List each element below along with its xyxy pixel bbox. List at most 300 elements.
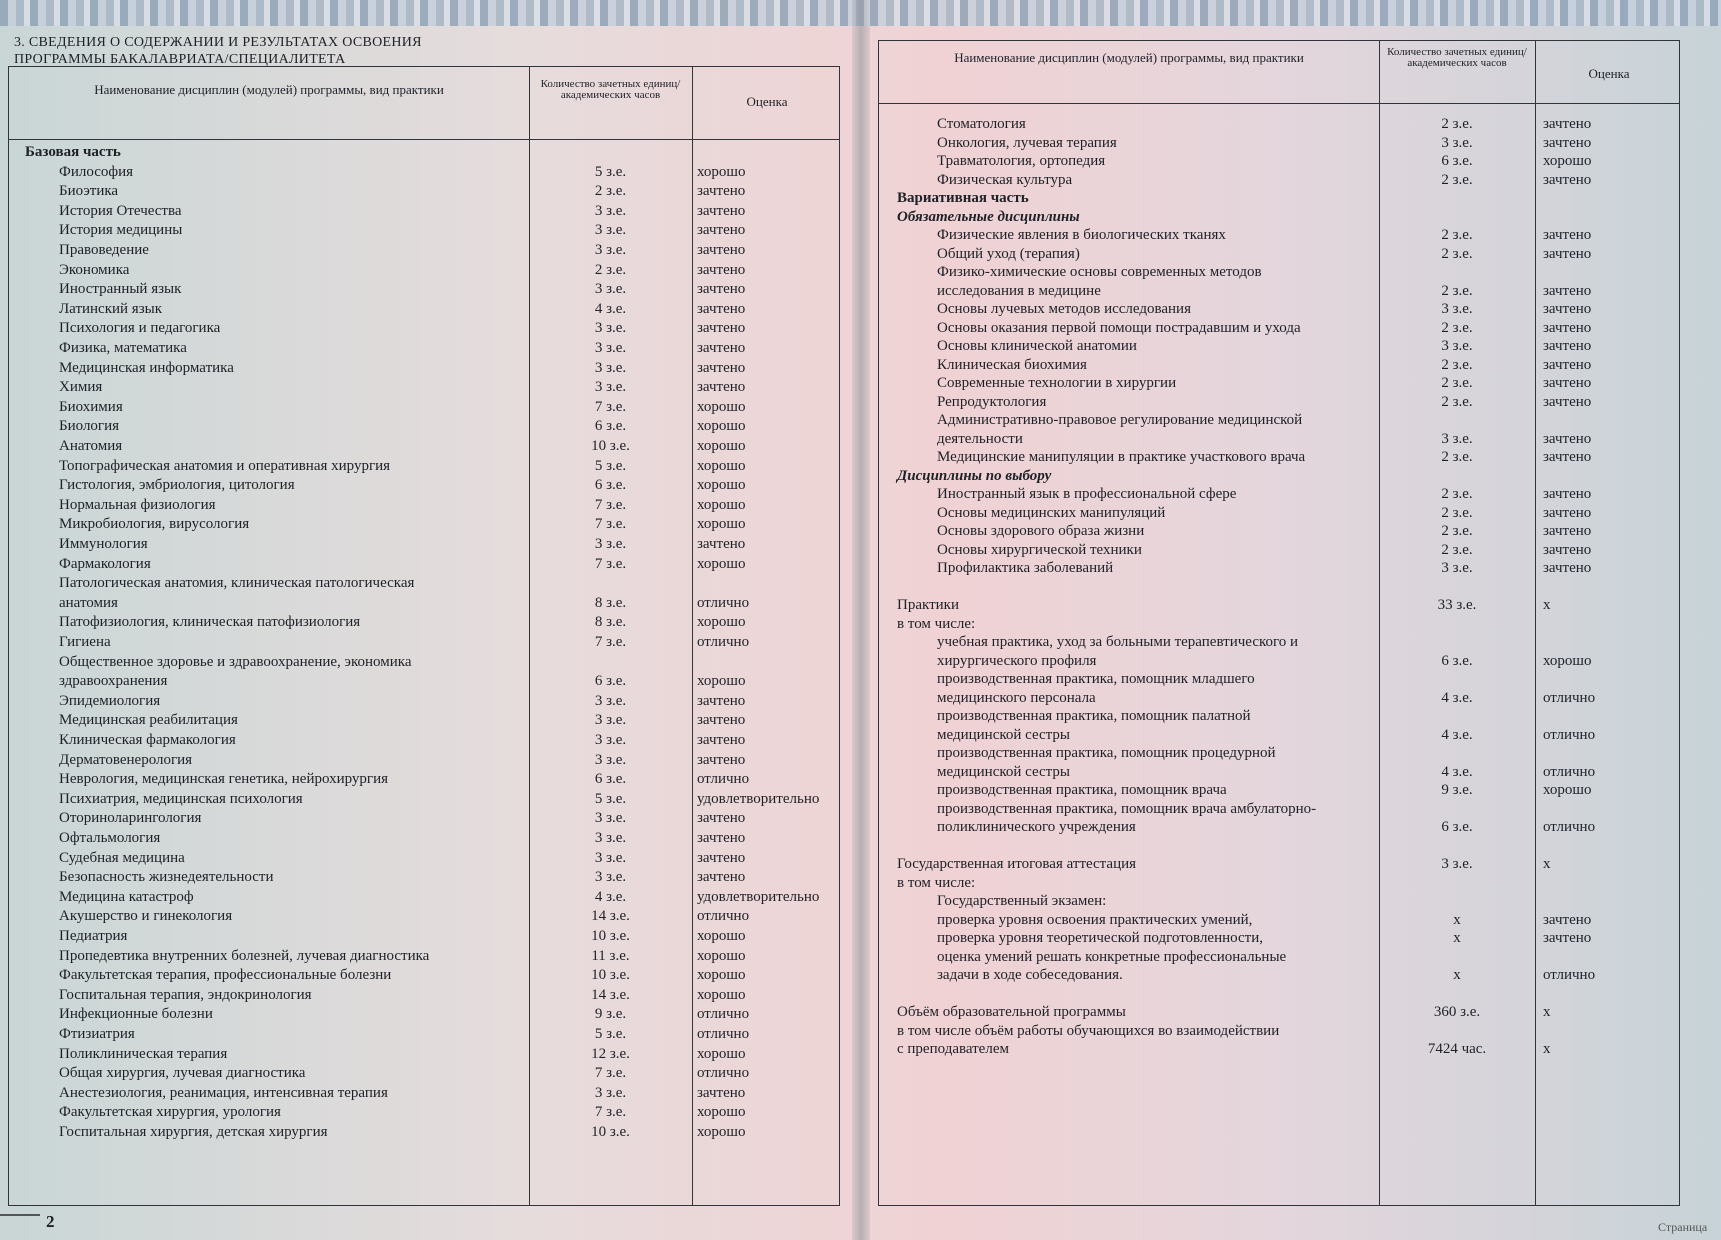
credit-units: 3 з.е. <box>594 340 627 356</box>
credit-units: 6 з.е. <box>1441 819 1473 835</box>
credit-units: 4 з.е. <box>1441 726 1473 743</box>
left-header-grade: Оценка <box>746 94 788 109</box>
grade: отлично <box>1543 763 1596 780</box>
credit-units: 3 з.е. <box>594 320 627 337</box>
right_rows-row <box>879 763 1679 781</box>
left_rows-row <box>9 829 839 847</box>
credit-units: 3 з.е. <box>1441 338 1473 354</box>
credit-units: 4 з.е. <box>1441 763 1473 780</box>
grade: хорошо <box>697 986 746 1003</box>
left_rows-row <box>9 888 839 906</box>
grade: хорошо <box>697 516 746 533</box>
right-grades-table <box>878 40 1680 1206</box>
grade: зачтено <box>1543 319 1592 336</box>
discipline-name: Практики <box>897 597 959 613</box>
discipline-name: оценка умений решать конкретные профессиональные <box>937 948 1287 965</box>
grade: хорошо <box>697 947 746 964</box>
discipline-name: Государственная итоговая аттестация <box>897 856 1137 872</box>
credit-units: 7 з.е. <box>594 634 627 650</box>
credit-units: 2 з.е. <box>1441 449 1473 465</box>
right_rows-row <box>879 1022 1679 1040</box>
credit-units: 10 з.е. <box>591 1124 630 1140</box>
grade: зачтено <box>1543 449 1592 465</box>
right-header-grade: Оценка <box>1588 66 1630 81</box>
credit-units: 6 з.е. <box>1441 153 1473 169</box>
grade: зачтено <box>1543 504 1592 521</box>
left_rows-row <box>9 711 839 729</box>
discipline-name: Медицинские манипуляции в практике участкового врача <box>937 449 1306 465</box>
discipline-name: Физические явления в биологических тканях <box>937 227 1226 243</box>
credit-units: 6 з.е. <box>1441 652 1473 669</box>
discipline-name: здравоохранения <box>59 673 168 690</box>
credit-units: 3 з.е. <box>1441 856 1473 872</box>
credit-units: 7 з.е. <box>594 398 627 415</box>
credit-units: 11 з.е. <box>591 947 630 964</box>
right_rows-row <box>879 874 1679 892</box>
discipline-name: Микробиология, вирусология <box>59 516 250 533</box>
left_rows-row <box>9 633 839 651</box>
credit-units: 5 з.е. <box>594 1026 627 1042</box>
grade: удовлетворительно <box>697 888 820 905</box>
discipline-name: Фтизиатрия <box>59 1026 135 1042</box>
credit-units: х <box>1453 911 1461 928</box>
left_rows-row <box>9 1103 839 1121</box>
grade: хорошо <box>697 163 746 180</box>
left_rows-row <box>9 809 839 827</box>
discipline-name: Физика, математика <box>59 340 187 356</box>
grade: хорошо <box>697 555 746 572</box>
right_rows-row <box>879 670 1679 688</box>
footer-rule <box>0 1214 40 1216</box>
right_rows-row <box>879 467 1679 485</box>
right_rows-row <box>879 189 1679 207</box>
left_rows-row <box>9 672 839 690</box>
credit-units: 3 з.е. <box>594 1084 627 1101</box>
discipline-name: проверка уровня теоретической подготовленности, <box>937 930 1264 946</box>
discipline-name: с преподавателем <box>897 1041 1009 1057</box>
left_rows-row <box>9 653 839 671</box>
right_rows-row <box>879 800 1679 818</box>
discipline-name: Общественное здоровье и здравоохранение, экономика <box>59 653 412 670</box>
right_rows-row <box>879 892 1679 910</box>
credit-units: 14 з.е. <box>591 908 630 925</box>
right_rows-row <box>879 300 1679 318</box>
right_rows-row <box>879 504 1679 522</box>
grade: зачтено <box>697 242 746 258</box>
discipline-name: хирургического профиля <box>937 652 1097 669</box>
discipline-name: Иностранный язык <box>59 281 182 298</box>
grade: хорошо <box>697 928 746 944</box>
grade: зачтено <box>697 1084 746 1101</box>
credit-units: 2 з.е. <box>594 261 627 278</box>
grade: хорошо <box>697 673 746 690</box>
credit-units: 8 з.е. <box>594 614 627 631</box>
discipline-name: Репродуктология <box>937 393 1047 410</box>
grade: зачтено <box>1543 171 1592 188</box>
discipline-name: Факультетская хирургия, урология <box>59 1104 281 1121</box>
right_rows-row <box>879 226 1679 244</box>
discipline-name: История медицины <box>59 222 183 239</box>
grade: зачтено <box>1543 301 1592 317</box>
discipline-name: Экономика <box>59 261 130 278</box>
discipline-name: в том числе объём работы обучающихся во взаимодействии <box>897 1022 1280 1039</box>
discipline-name: Неврология, медицинская генетика, нейрохирургия <box>59 771 389 788</box>
right_rows-row <box>879 263 1679 281</box>
credit-units: 2 з.е. <box>1441 523 1473 539</box>
right_rows-row <box>879 929 1679 947</box>
grade: зачтено <box>1543 282 1592 299</box>
right_rows-row <box>879 430 1679 448</box>
right_rows-row <box>879 726 1679 744</box>
credit-units: 6 з.е. <box>594 673 627 690</box>
left_rows-row <box>9 143 839 161</box>
credit-units: 3 з.е. <box>594 222 627 239</box>
discipline-name: в том числе: <box>897 615 976 632</box>
right_rows-row <box>879 578 1679 596</box>
discipline-name: Иностранный язык в профессиональной сфере <box>937 486 1237 502</box>
credit-units: 5 з.е. <box>594 163 627 180</box>
left_rows-row <box>9 594 839 612</box>
right_rows-row <box>879 411 1679 429</box>
grade: отлично <box>697 908 750 925</box>
discipline-name: Латинский язык <box>59 300 162 317</box>
discipline-name: Эпидемиология <box>59 692 161 709</box>
right_rows-row <box>879 282 1679 300</box>
left_rows-row <box>9 1045 839 1063</box>
discipline-name: Химия <box>59 379 103 396</box>
grade: отлично <box>697 771 750 788</box>
grade: зачтено <box>697 692 746 709</box>
left_rows-row <box>9 417 839 435</box>
left_rows-row <box>9 398 839 416</box>
discipline-name: Биоэтика <box>59 183 119 200</box>
right_rows-row <box>879 633 1679 651</box>
grade: зачтено <box>1543 930 1592 946</box>
right_rows-row <box>879 911 1679 929</box>
left_rows-row <box>9 515 839 533</box>
discipline-name: Основы оказания первой помощи пострадавшим и ухода <box>937 319 1301 336</box>
discipline-name: Травматология, ортопедия <box>937 153 1106 169</box>
credit-units: 2 з.е. <box>1441 541 1473 558</box>
discipline-name: Судебная медицина <box>59 849 185 866</box>
discipline-name: Пропедевтика внутренних болезней, лучевая диагностика <box>59 947 430 964</box>
discipline-name: Административно-правовое регулирование медицинской <box>937 412 1303 428</box>
discipline-name: производственная практика, помощник палатной <box>937 708 1251 724</box>
grade: зачтено <box>697 536 746 552</box>
left_rows-row <box>9 261 839 279</box>
grade: хорошо <box>697 496 746 513</box>
discipline-name: Инфекционные болезни <box>59 1006 213 1023</box>
right_rows-row <box>879 652 1679 670</box>
discipline-name: Педиатрия <box>59 928 128 944</box>
discipline-name: Онкология, лучевая терапия <box>937 134 1117 151</box>
grade: зачтено <box>1543 356 1592 373</box>
discipline-name: Вариативная часть <box>897 190 1029 206</box>
grade: зачтено <box>1543 486 1592 502</box>
grade: зачтено <box>697 869 746 886</box>
grade: отлично <box>1543 967 1596 983</box>
credit-units: 2 з.е. <box>1441 245 1473 262</box>
grade: зачтено <box>1543 560 1592 576</box>
credit-units: 14 з.е. <box>591 986 630 1003</box>
credit-units: 10 з.е. <box>591 967 630 984</box>
grade: хорошо <box>697 614 746 631</box>
grade: зачтено <box>697 261 746 278</box>
right_rows-row <box>879 319 1679 337</box>
grade: х <box>1543 597 1551 613</box>
grade: хорошо <box>697 1124 746 1140</box>
grade: зачтено <box>1543 116 1592 132</box>
credit-units: 3 з.е. <box>1441 560 1473 576</box>
discipline-name: История Отечества <box>59 202 182 219</box>
credit-units: 4 з.е. <box>594 888 627 905</box>
grade: хорошо <box>697 1104 746 1121</box>
right_rows-row <box>879 485 1679 503</box>
grade: х <box>1543 1004 1551 1020</box>
credit-units: 3 з.е. <box>594 359 627 376</box>
right_rows-row <box>879 374 1679 392</box>
credit-units: 2 з.е. <box>1441 393 1473 410</box>
discipline-name: производственная практика, помощник врача <box>937 782 1227 798</box>
grade: хорошо <box>697 418 746 435</box>
credit-units: 2 з.е. <box>1441 116 1473 132</box>
discipline-name: Клиническая фармакология <box>59 732 236 748</box>
discipline-name: анатомия <box>59 594 118 611</box>
discipline-name: Основы лучевых методов исследования <box>937 301 1191 317</box>
discipline-name: Акушерство и гинекология <box>59 908 233 925</box>
credit-units: 5 з.е. <box>594 457 627 474</box>
section-title: 3. СВЕДЕНИЯ О СОДЕРЖАНИИ И РЕЗУЛЬТАТАХ ОСВОЕНИЯ ПРОГРАММЫ БАКАЛАВРИАТА/СПЕЦИАЛИТЕТА <box>14 35 422 67</box>
right_rows-row <box>879 948 1679 966</box>
left_rows-row <box>9 966 839 984</box>
credit-units: 3 з.е. <box>594 849 627 866</box>
credit-units: 4 з.е. <box>1441 689 1473 706</box>
credit-units: 2 з.е. <box>1441 356 1473 373</box>
discipline-name: Государственный экзамен: <box>937 893 1107 909</box>
right_rows-row <box>879 707 1679 725</box>
credit-units: 7 з.е. <box>594 555 627 572</box>
left_rows-row <box>9 339 839 357</box>
grade: зачтено <box>697 732 746 748</box>
grade: хорошо <box>1543 153 1592 169</box>
left_rows-row <box>9 927 839 945</box>
page-number: 2 <box>46 1212 55 1231</box>
right_rows-row <box>879 615 1679 633</box>
left_rows-row <box>9 202 839 220</box>
discipline-name: производственная практика, помощник процедурной <box>937 745 1276 761</box>
discipline-name: Основы здорового образа жизни <box>937 523 1145 539</box>
credit-units: 3 з.е. <box>594 379 627 396</box>
credit-units: 3 з.е. <box>594 830 627 846</box>
discipline-name: в том числе: <box>897 874 976 891</box>
discipline-name: Патологическая анатомия, клиническая патологическая <box>59 575 415 592</box>
right_rows-row <box>879 134 1679 152</box>
discipline-name: медицинской сестры <box>937 726 1071 743</box>
right_rows-row <box>879 559 1679 577</box>
discipline-name: Физическая культура <box>937 171 1073 188</box>
right_rows-row <box>879 966 1679 984</box>
discipline-name: Факультетская терапия, профессиональные болезни <box>59 967 392 984</box>
grade: хорошо <box>697 967 746 984</box>
credit-units: 8 з.е. <box>594 594 627 611</box>
discipline-name: Анатомия <box>59 438 123 454</box>
right-header-name: Наименование дисциплин (модулей) программы, вид практики <box>954 50 1304 65</box>
credit-units: 3 з.е. <box>594 536 627 552</box>
grade: зачтено <box>697 849 746 866</box>
credit-units: 4 з.е. <box>594 300 627 317</box>
discipline-name: Офтальмология <box>59 830 161 846</box>
credit-units: 2 з.е. <box>1441 504 1473 521</box>
credit-units: 9 з.е. <box>1441 782 1473 798</box>
left_rows-row <box>9 1064 839 1082</box>
discipline-name: Медицинская информатика <box>59 359 234 376</box>
grade: хорошо <box>1543 652 1592 669</box>
right_rows-row <box>879 448 1679 466</box>
grade: зачтено <box>697 830 746 846</box>
left-grades-table <box>8 66 840 1206</box>
grade: зачтено <box>697 712 746 729</box>
discipline-name: Госпитальная терапия, эндокринология <box>59 986 312 1003</box>
grade: зачтено <box>697 320 746 337</box>
right_rows-row <box>879 522 1679 540</box>
right_rows-row <box>879 152 1679 170</box>
credit-units: 3 з.е. <box>594 732 627 748</box>
left_rows-row <box>9 986 839 1004</box>
credit-units: 3 з.е. <box>594 242 627 258</box>
discipline-name: Безопасность жизнедеятельности <box>59 869 274 886</box>
credit-units: 7424 час. <box>1427 1041 1487 1057</box>
left_rows-row <box>9 359 839 377</box>
discipline-name: Анестезиология, реанимация, интенсивная терапия <box>59 1084 388 1101</box>
credit-units: 5 з.е. <box>594 790 627 807</box>
credit-units: 10 з.е. <box>591 928 630 944</box>
left_rows-row <box>9 182 839 200</box>
right_rows-row <box>879 541 1679 559</box>
discipline-name: Иммунология <box>59 536 148 552</box>
left-header-name: Наименование дисциплин (модулей) программы, вид практики <box>94 82 444 97</box>
left_rows-row <box>9 437 839 455</box>
discipline-name: Гигиена <box>59 634 111 650</box>
discipline-name: Дисциплины по выбору <box>897 467 1052 484</box>
left_rows-row <box>9 476 839 494</box>
discipline-name: Топографическая анатомия и оперативная хирургия <box>59 457 391 474</box>
discipline-name: Общий уход (терапия) <box>937 245 1080 262</box>
discipline-name: деятельности <box>937 430 1023 447</box>
grade: зачтено <box>697 222 746 239</box>
grade: зачтено <box>1543 430 1592 447</box>
right_rows-row <box>879 171 1679 189</box>
right_rows-row <box>879 356 1679 374</box>
grade: х <box>1543 856 1551 872</box>
left_rows-row <box>9 868 839 886</box>
left-header-divider <box>9 139 839 140</box>
grade: зачтено <box>697 810 746 827</box>
grade: х <box>1543 1041 1551 1057</box>
left_rows-row <box>9 555 839 573</box>
grade: отлично <box>697 1065 750 1082</box>
credit-units: 3 з.е. <box>594 751 627 768</box>
grade: хорошо <box>1543 782 1592 798</box>
left_rows-row <box>9 457 839 475</box>
grade: зачтено <box>1543 227 1592 243</box>
grade: хорошо <box>697 477 746 494</box>
discipline-name: Психология и педагогика <box>59 320 221 337</box>
discipline-name: Современные технологии в хирургии <box>937 375 1177 391</box>
page-spine <box>852 0 870 1240</box>
right_rows-row <box>879 837 1679 855</box>
discipline-name: Стоматология <box>937 116 1026 132</box>
left_rows-row <box>9 770 839 788</box>
discipline-name: Основы хирургической техники <box>937 541 1142 558</box>
discipline-name: медицинской сестры <box>937 763 1071 780</box>
left_rows-row <box>9 751 839 769</box>
discipline-name: Базовая часть <box>25 144 121 160</box>
right_rows-row <box>879 208 1679 226</box>
credit-units: 6 з.е. <box>594 477 627 494</box>
grade: зачтено <box>1543 541 1592 558</box>
discipline-name: Патофизиология, клиническая патофизиология <box>59 614 361 631</box>
credit-units: 7 з.е. <box>594 516 627 533</box>
right-header-divider <box>879 103 1679 104</box>
credit-units: 3 з.е. <box>594 281 627 298</box>
credit-units: 3 з.е. <box>594 202 627 219</box>
credit-units: 7 з.е. <box>594 496 627 513</box>
grade: зачтено <box>1543 375 1592 391</box>
discipline-name: Общая хирургия, лучевая диагностика <box>59 1065 306 1082</box>
grade: отлично <box>1543 689 1596 706</box>
credit-units: 2 з.е. <box>1441 375 1473 391</box>
discipline-name: Философия <box>59 163 134 180</box>
left_rows-row <box>9 849 839 867</box>
discipline-name: учебная практика, уход за больными терапевтического и <box>937 634 1299 650</box>
grade: зачтено <box>1543 338 1592 354</box>
grade: хорошо <box>697 457 746 474</box>
credit-units: 3 з.е. <box>1441 301 1473 317</box>
left_rows-row <box>9 241 839 259</box>
credit-units: 2 з.е. <box>594 183 627 200</box>
credit-units: 3 з.е. <box>594 692 627 709</box>
grade: отлично <box>697 634 750 650</box>
credit-units: 3 з.е. <box>1441 430 1473 447</box>
grade: хорошо <box>697 398 746 415</box>
grade: зачтено <box>697 202 746 219</box>
right_rows-row <box>879 744 1679 762</box>
credit-units: 3 з.е. <box>594 869 627 886</box>
discipline-name: производственная практика, помощник врача амбулаторно- <box>937 800 1317 817</box>
discipline-name: Физико-химические основы современных методов <box>937 264 1262 280</box>
discipline-name: поликлинического учреждения <box>937 819 1136 835</box>
discipline-name: Дерматовенерология <box>59 751 193 768</box>
discipline-name: Основы медицинских манипуляций <box>937 504 1166 521</box>
right_rows-row <box>879 596 1679 614</box>
discipline-name: Основы клинической анатомии <box>937 338 1137 354</box>
grade: зачтено <box>1543 134 1592 151</box>
left_rows-row <box>9 535 839 553</box>
left_rows-row <box>9 280 839 298</box>
credit-units: 2 з.е. <box>1441 319 1473 336</box>
grade: зачтено <box>697 183 746 200</box>
credit-units: 2 з.е. <box>1441 486 1473 502</box>
credit-units: 3 з.е. <box>594 810 627 827</box>
grade: отлично <box>1543 819 1596 835</box>
right_rows-row <box>879 1040 1679 1058</box>
grade: зачтено <box>697 281 746 298</box>
left_rows-row <box>9 1025 839 1043</box>
discipline-name: Госпитальная хирургия, детская хирургия <box>59 1124 328 1140</box>
left_rows-row <box>9 613 839 631</box>
discipline-name: производственная практика, помощник младшего <box>937 671 1255 687</box>
grade: зачтено <box>697 300 746 317</box>
